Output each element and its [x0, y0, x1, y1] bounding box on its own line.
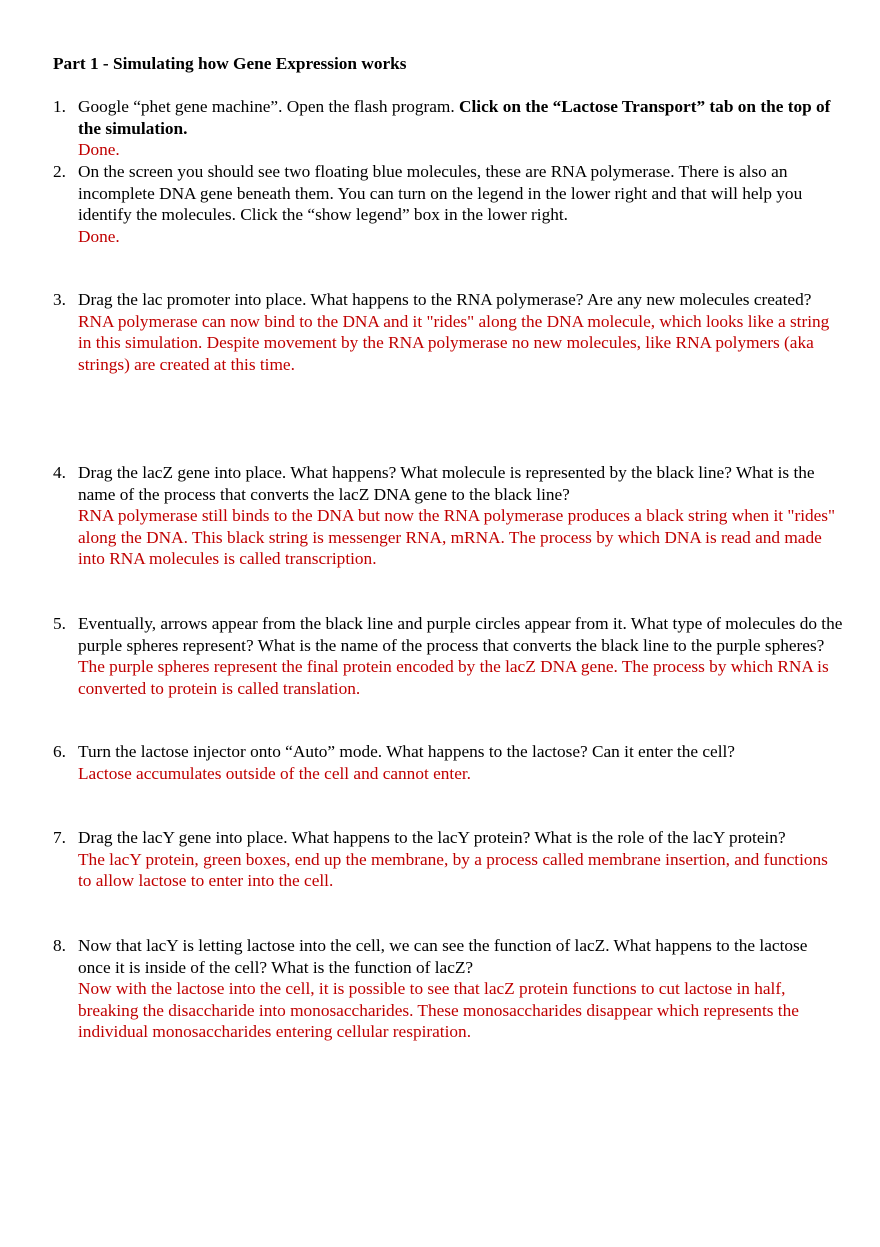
question-item-5 — [53, 613, 843, 699]
item-number: 5. — [53, 614, 66, 633]
question-text: Google “phet gene machine”. Open the flash program. Click on the “Lactose Transport” tab on the top of the simulation. — [78, 97, 831, 138]
question-text: Turn the lactose injector onto “Auto” mode. What happens to the lactose? Can it enter the cell? — [78, 742, 735, 761]
question-item-4 — [53, 462, 843, 570]
item-number: 4. — [53, 463, 66, 482]
item-number: 2. — [53, 162, 66, 181]
answer-text: Lactose accumulates outside of the cell and cannot enter. — [78, 763, 471, 783]
question-text: Drag the lacZ gene into place. What happens? What molecule is represented by the black line? What is the name of the process that converts the lacZ DNA gene to the black line? — [78, 463, 815, 504]
answer-text: Now with the lactose into the cell, it is possible to see that lacZ protein functions to cut lactose in half, breaking the disaccharide into monosaccharides. These monosaccharides disappear which represents the individual monosaccharides entering cellular respiration. — [78, 979, 799, 1042]
item-number: 3. — [53, 290, 66, 309]
question-item-1 — [53, 96, 843, 161]
answer-text: Done. — [78, 140, 120, 160]
question-bold-text: Click on the “Lactose Transport” tab on the top of the simulation. — [78, 97, 831, 138]
question-text: Eventually, arrows appear from the black line and purple circles appear from it. What type of molecules do the purple spheres represent? What is the name of the process that converts the black line to the purple spheres? — [78, 614, 843, 655]
answer-text: RNA polymerase still binds to the DNA but now the RNA polymerase produces a black string when it "rides" along the DNA. This black string is messenger RNA, mRNA. The process by which DNA is read and made into RNA molecules is called transcription. — [78, 506, 836, 569]
item-number: 1. — [53, 97, 66, 116]
question-item-6 — [53, 741, 843, 784]
item-number: 8. — [53, 936, 66, 955]
question-item-7 — [53, 827, 843, 892]
answer-text: Done. — [78, 226, 120, 246]
page-title: Part 1 - Simulating how Gene Expression works — [53, 54, 407, 73]
answer-text: RNA polymerase can now bind to the DNA and it "rides" along the DNA molecule, which looks like a string in this simulation. Despite movement by the RNA polymerase no new molecules, like RNA polymers (aka strings) are created at this time. — [78, 311, 830, 374]
question-item-3 — [53, 289, 843, 375]
question-text: Drag the lac promoter into place. What happens to the RNA polymerase? Are any new molecules created? — [78, 290, 812, 309]
question-item-2 — [53, 161, 843, 247]
answer-text: The lacY protein, green boxes, end up the membrane, by a process called membrane insertion, and functions to allow lactose to enter into the cell. — [78, 849, 828, 891]
question-text: Drag the lacY gene into place. What happens to the lacY protein? What is the role of the lacY protein? — [78, 828, 786, 847]
item-number: 6. — [53, 742, 66, 761]
question-text: On the screen you should see two floating blue molecules, these are RNA polymerase. There is also an incomplete DNA gene beneath them. You can turn on the legend in the lower right and that will help you identify the molecules. Click the “show legend” box in the lower right. — [78, 162, 803, 225]
question-item-8 — [53, 935, 843, 1043]
question-text: Now that lacY is letting lactose into the cell, we can see the function of lacZ. What happens to the lactose once it is inside of the cell? What is the function of lacZ? — [78, 936, 808, 977]
answer-text: The purple spheres represent the final protein encoded by the lacZ DNA gene. The process by which RNA is converted to protein is called translation. — [78, 657, 829, 698]
item-number: 7. — [53, 828, 66, 847]
